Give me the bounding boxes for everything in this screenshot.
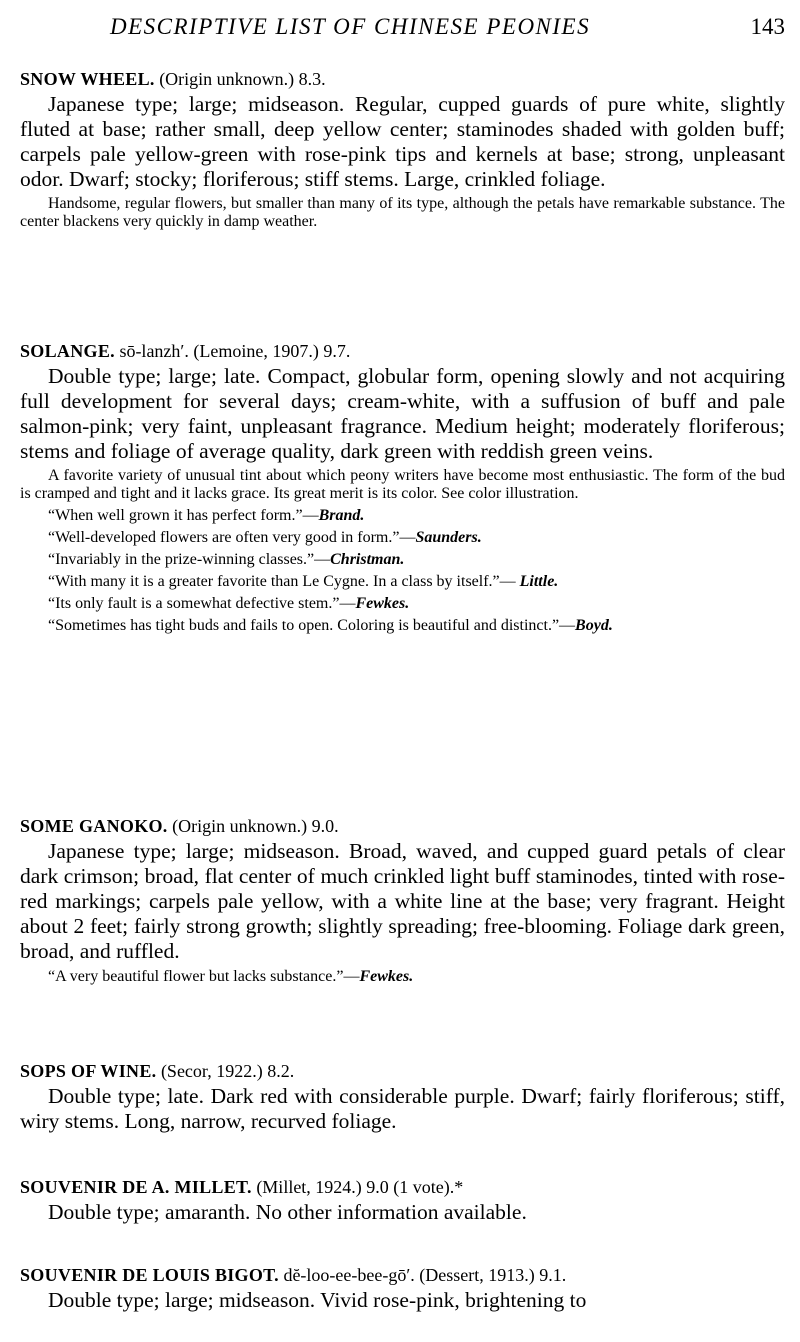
variety-name: SOUVENIR DE LOUIS BIGOT.	[20, 1265, 279, 1285]
quote-text: “When well grown it has perfect form.”—	[48, 507, 319, 524]
variety-name: SOPS OF WINE.	[20, 1061, 157, 1081]
variety-meta: (Secor, 1922.) 8.2.	[160, 1061, 295, 1081]
quote	[20, 617, 785, 635]
entry-headline	[20, 1176, 785, 1198]
quote-source: Brand.	[318, 507, 365, 524]
quote-text: “Well-developed flowers are often very good in form.”—	[48, 529, 416, 546]
variety-note: Handsome, regular flowers, but smaller than many of its type, although the petals have remarkable substance. The center blackens very quickly in damp weather.	[20, 195, 785, 230]
variety-meta: (Origin unknown.) 8.3.	[159, 69, 326, 89]
quote-text: “With many it is a greater favorite than Le Cygne. In a class by itself.”—	[48, 573, 520, 590]
entry-souvenir-de-a-millet	[20, 1176, 785, 1225]
quote-text: “Sometimes has tight buds and fails to open. Coloring is beautiful and distinct.”—	[48, 617, 576, 634]
variety-meta: (Origin unknown.) 9.0.	[172, 816, 339, 836]
entry-headline	[20, 340, 785, 362]
entry-headline	[20, 1264, 785, 1286]
quote	[20, 968, 785, 986]
variety-name: SOUVENIR DE A. MILLET.	[20, 1177, 252, 1197]
entry-solange	[20, 340, 785, 635]
variety-name: SOME GANOKO.	[20, 816, 168, 836]
variety-description: Japanese type; large; midseason. Regular, cupped guards of pure white, slightly fluted at base; rather small, deep yellow center; staminodes shaded with golden buff; carpels pale yellow-green with rose-pink tips and kernels at base; strong, unpleasant odor. Dwarf; stocky; floriferous; stiff stems. Large, crinkled foliage.	[20, 92, 785, 191]
entry-souvenir-de-louis-bigot	[20, 1264, 785, 1313]
running-head	[110, 14, 785, 44]
quote-text: “A very beautiful flower but lacks substance.”—	[48, 968, 360, 985]
entry-snow-wheel	[20, 68, 785, 231]
page-header-title: DESCRIPTIVE LIST OF CHINESE PEONIES	[110, 14, 591, 39]
quote	[20, 551, 785, 569]
variety-note: A favorite variety of unusual tint about which peony writers have become most enthusiastic. The form of the bud is cramped and tight and it lacks grace. Its great merit is its color. See color illustration.	[20, 467, 785, 502]
variety-meta: sō-lanzh′. (Lemoine, 1907.) 9.7.	[119, 341, 351, 361]
quote-text: “Its only fault is a somewhat defective stem.”—	[48, 595, 356, 612]
variety-description: Double type; large; late. Compact, globular form, opening slowly and not acquiring full development for several days; cream-white, with a suffusion of buff and pale salmon-pink; very faint, unpleasant fragrance. Medium height; moderately floriferous; stems and foliage of average quality, dark green with reddish green veins.	[20, 364, 785, 463]
quote-source: Saunders.	[415, 529, 482, 546]
entry-some-ganoko	[20, 815, 785, 986]
entry-headline	[20, 815, 785, 837]
variety-description: Double type; late. Dark red with considerable purple. Dwarf; fairly floriferous; stiff, wiry stems. Long, narrow, recurved foliage.	[20, 1084, 785, 1133]
variety-description: Double type; large; midseason. Vivid rose-pink, brightening to	[48, 1288, 587, 1312]
quote-source: Little.	[519, 573, 559, 590]
quote-source: Fewkes.	[355, 595, 410, 612]
page-number: 143	[750, 14, 785, 39]
quote	[20, 529, 785, 547]
entry-headline	[20, 68, 785, 90]
entry-headline	[20, 1060, 785, 1082]
variety-description: Japanese type; large; midseason. Broad, waved, and cupped guard petals of clear dark crimson; broad, flat center of much crinkled light buff staminodes, tinted with rose-red markings; carpels pale yellow, with a white line at the base; very fragrant. Height about 2 feet; fairly strong growth; slightly spreading; free-blooming. Foliage dark green, broad, and ruffled.	[20, 839, 785, 963]
variety-meta: (Millet, 1924.) 9.0 (1 vote).*	[256, 1177, 464, 1197]
variety-name: SNOW WHEEL.	[20, 69, 155, 89]
variety-description: Double type; amaranth. No other information available.	[48, 1200, 527, 1224]
variety-name: SOLANGE.	[20, 341, 115, 361]
quote-source: Christman.	[330, 551, 405, 568]
quote-source: Fewkes.	[359, 968, 414, 985]
quote	[20, 595, 785, 613]
quote	[20, 507, 785, 525]
quote-source: Boyd.	[575, 617, 613, 634]
entry-sops-of-wine	[20, 1060, 785, 1134]
quote-text: “Invariably in the prize-winning classes.”—	[48, 551, 331, 568]
variety-meta: dĕ-loo-ee-bee-gō′. (Dessert, 1913.) 9.1.	[283, 1265, 567, 1285]
quote	[20, 573, 785, 591]
